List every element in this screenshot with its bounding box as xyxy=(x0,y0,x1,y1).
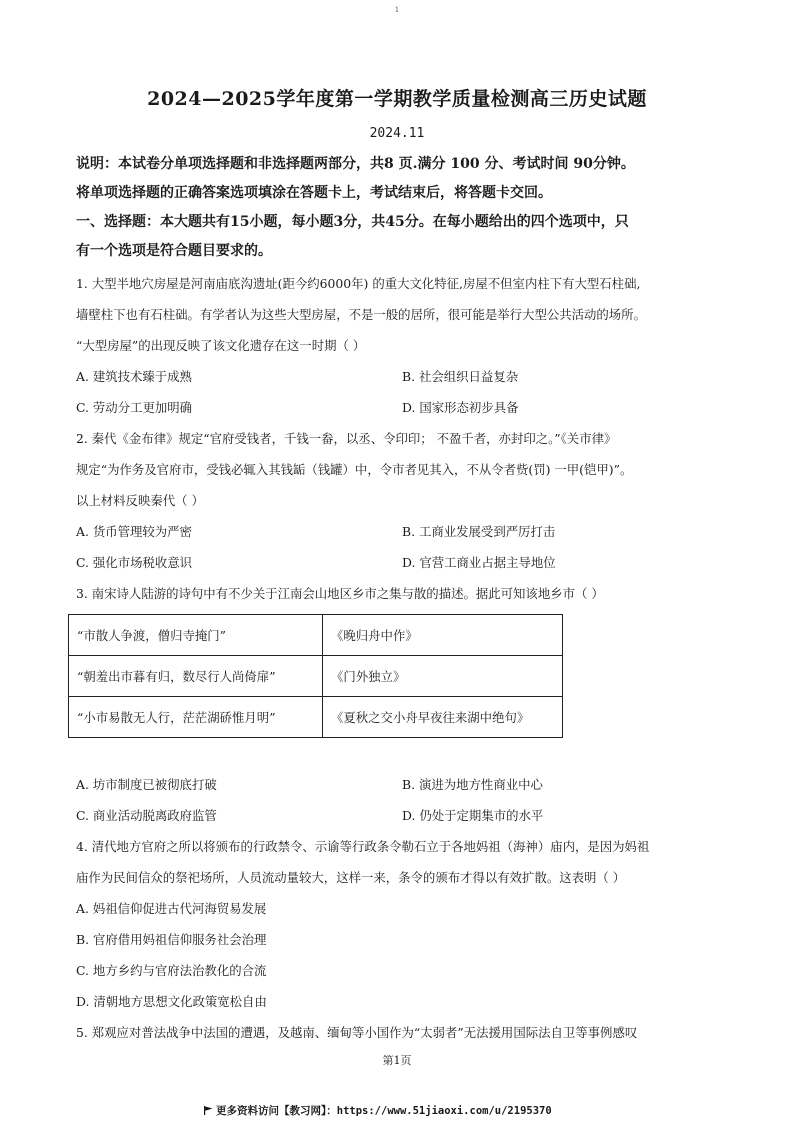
section-heading-line-2: 有一个选项是符合题目要求的。 xyxy=(76,243,272,259)
q3-stem: 3. 南宋诗人陆游的诗句中有不少关于江南会山地区乡市之集与散的描述。据此可知该地乡市（ ） xyxy=(76,586,604,601)
q2-line-1: 2. 秦代《金布律》规定“官府受钱者，千钱一畚，以丞、令印印； 不盈千者，亦封印之。”《关市律》 xyxy=(76,431,617,446)
q4-option-c[interactable]: C. 地方乡约与官府法治教化的合流 xyxy=(76,963,267,978)
exam-title: 2024—2025学年度第一学期教学质量检测高三历史试题 xyxy=(147,88,647,110)
poem-quote-cell: “朝羞出市暮有归，数尽行人尚倚扉” xyxy=(69,656,323,697)
poem-title-cell: 《门外独立》 xyxy=(323,656,563,697)
q1-option-d[interactable]: D. 国家形态初步具备 xyxy=(402,400,519,415)
poem-quote-cell: “市散人争渡，僧归寺掩门” xyxy=(69,615,323,656)
q3-option-a[interactable]: A. 坊市制度已被彻底打破 xyxy=(76,777,217,792)
header-mark: 1 xyxy=(394,6,400,14)
poem-quote-cell: “小市易散无人行，茫茫湖硚惟月明” xyxy=(69,697,323,738)
q3-options xyxy=(76,769,724,831)
q3-poem-table xyxy=(68,614,563,738)
instructions-line-1: 说明：本试卷分单项选择题和非选择题两部分，共8 页.满分 100 分、考试时间 90分钟。 xyxy=(76,156,635,172)
instructions-line-2: 将单项选择题的正确答案选项填涂在答题卡上，考试结束后，将答题卡交回。 xyxy=(76,185,552,201)
q2-option-d[interactable]: D. 官营工商业占据主导地位 xyxy=(402,555,556,570)
page-number: 第1页 xyxy=(382,1054,412,1067)
q2-options xyxy=(76,516,724,578)
q1-line-2: 墙壁柱下也有石柱础。有学者认为这些大型房屋，不是一般的居所，很可能是举行大型公共活动的场所。 xyxy=(76,307,646,322)
q3-option-c[interactable]: C. 商业活动脱离政府监管 xyxy=(76,808,217,823)
q1-option-b[interactable]: B. 社会组织日益复杂 xyxy=(402,369,519,384)
q1-option-a[interactable]: A. 建筑技术臻于成熟 xyxy=(76,369,192,384)
promo-link[interactable] xyxy=(204,1103,552,1118)
q2-option-b[interactable]: B. 工商业发展受到严厉打击 xyxy=(402,524,556,539)
table-row xyxy=(69,615,563,656)
table-row xyxy=(69,656,563,697)
q4-option-a[interactable]: A. 妈祖信仰促进古代河海贸易发展 xyxy=(76,901,267,916)
q3-option-d[interactable]: D. 仍处于定期集市的水平 xyxy=(402,808,544,823)
q2-option-c[interactable]: C. 强化市场税收意识 xyxy=(76,555,193,570)
q2-line-3: 以上材料反映秦代（ ） xyxy=(76,493,204,508)
exam-date: 2024.11 xyxy=(369,126,425,141)
poem-title-cell: 《晚归舟中作》 xyxy=(323,615,563,656)
q4-line-1: 4. 清代地方官府之所以将颁布的行政禁令、示谕等行政条令勒石立于各地妈祖（海神）庙内，是因为妈祖 xyxy=(76,839,650,854)
q1-line-3: “大型房屋”的出现反映了该文化遗存在这一时期（ ） xyxy=(76,338,366,353)
q2-line-2: 规定“为作务及官府市，受钱必辄入其钱缿（钱罐）中，令市者见其入，不从令者赀(罚) 一甲(铠甲)”。 xyxy=(76,462,633,477)
q5-line-1: 5. 郑观应对普法战争中法国的遭遇，及越南、缅甸等小国作为“太弱者”无法援用国际法自卫等事例感叹 xyxy=(76,1025,638,1040)
q4-option-d[interactable]: D. 清朝地方思想文化政策宽松自由 xyxy=(76,994,267,1009)
promo-text[interactable]: 更多资料访问【教习网】：https://www.51jiaoxi.com/u/2195370 xyxy=(216,1105,552,1117)
flag-icon xyxy=(204,1106,213,1115)
q1-option-c[interactable]: C. 劳动分工更加明确 xyxy=(76,400,193,415)
q1-line-1: 1. 大型半地穴房屋是河南庙底沟遗址(距今约6000年) 的重大文化特征,房屋不但室内柱下有大型石柱础, xyxy=(76,276,641,291)
section-heading-line-1: 一、选择题：本大题共有15小题，每小题3分，共45分。在每小题给出的四个选项中，只 xyxy=(76,214,629,230)
table-row xyxy=(69,697,563,738)
q4-line-2: 庙作为民间信众的祭祀场所，人员流动量较大，这样一来，条令的颁布才得以有效扩散。这表明（ ） xyxy=(76,870,626,885)
q2-option-a[interactable]: A. 货币管理较为严密 xyxy=(76,524,192,539)
document-body xyxy=(76,150,724,1048)
q1-options xyxy=(76,361,724,423)
q3-option-b[interactable]: B. 演进为地方性商业中心 xyxy=(402,777,543,792)
poem-title-cell: 《夏秋之交小舟早夜往来湖中绝句》 xyxy=(323,697,563,738)
q4-option-b[interactable]: B. 官府借用妈祖信仰服务社会治理 xyxy=(76,932,267,947)
